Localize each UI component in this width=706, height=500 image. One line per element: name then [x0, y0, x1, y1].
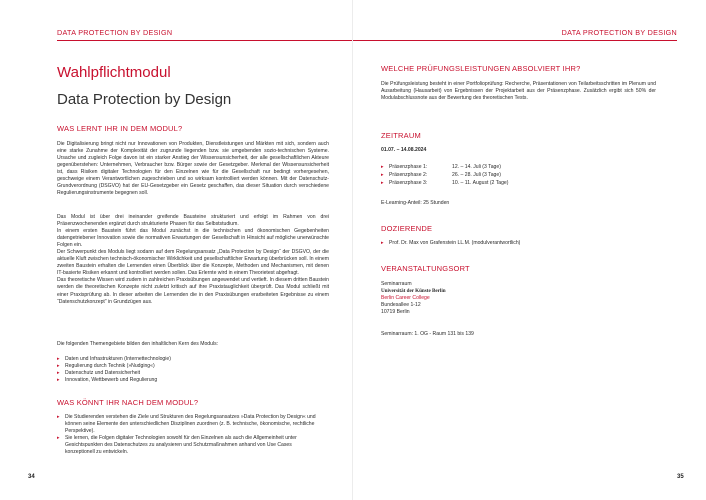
outcomes-list [57, 414, 322, 456]
venue-college: Berlin Career College [381, 295, 430, 302]
list-item: ▸ Regulierung durch Technik (»Nudging«) [57, 363, 329, 370]
structure-line: Das Modul ist über drei ineinander greifende Bausteine strukturiert und erfolgt im Rahmen von drei Präsenzwochenenden ergänzt durch strukturierte Phasen für das Selbststudium. [57, 214, 329, 228]
structure-line: Das theoretische Wissen wird zudem in zahlreichen Praxisübungen angewendet und vertieft. In diesem dritten Baustein werden die theoretischen Konzepte nicht zuletzt kritisch auf ihre Praxistauglichkeit überprüft. Das Modul schließt mit einer Praxisprüfung ab. In dieser arbeiten die Lernenden die in den Praxisübungen erarbeiteten Ergebnisse zu einem “Datenschutzkonzept” in Grundzügen aus. [57, 277, 329, 305]
running-header: DATA PROTECTION BY DESIGN [561, 28, 677, 37]
elearning-share: E-Learning-Anteil: 25 Stunden [381, 200, 450, 206]
module-title: Data Protection by Design [57, 91, 232, 108]
venue-room: Seminarraum: 1. OG - Raum 131 bis 139 [381, 331, 474, 337]
venue-university: Universität der Künste Berlin [381, 288, 446, 295]
bullet-arrow-icon: ▸ [381, 172, 384, 178]
phase-name: Präsenzphase 2: [389, 172, 428, 178]
section-heading-can: WAS KÖNNT IHR NACH DEM MODUL? [57, 398, 199, 407]
list-item: ▸ Die Studierenden verstehen die Ziele und Strukturen des Regelungsansatzes »Data Protection by Design« und können seine Elemente den unterschiedlichen Disziplinen zuordnen (z. B. technische, ökonomische, rechtliche Perspektive). [57, 414, 322, 435]
section-heading-period: ZEITRAUM [381, 131, 421, 140]
topics-intro-text: Die folgenden Themengebiete bilden den inhaltlichen Kern des Moduls: [57, 341, 219, 347]
venue-block [381, 281, 601, 316]
phase-table [381, 163, 508, 187]
structure-line: In einem ersten Baustein führt das Modul zunächst in die technischen und ökonomischen Gegebenheiten datengetriebener Innovation sowie die normativen Erwartungen der Gesellschaft in Hinsicht auf mögliche unerwünschte Folgen ein. [57, 228, 329, 249]
module-type-title: Wahlpflichtmodul [57, 64, 171, 81]
header-rule [353, 40, 677, 41]
section-heading-learn: WAS LERNT IHR IN DEM MODUL? [57, 124, 183, 133]
exam-text: Die Prüfungsleistung besteht in einer Portfolioprüfung: Recherche, Präsentationen von Teilarbeitsschritten im Plenum und Ausarbeitung (Hausarbeit) von Ergebnissen der Projektarbeit aus der Präsenzphase. Zusätzlich ergibt sich 50% der Modulabschlussnote aus der Bewertung des theoretischen Tests. [381, 81, 656, 102]
page-number-left: 34 [28, 474, 35, 480]
period-range: 01.07. – 14.08.2024 [381, 147, 427, 153]
section-heading-exam: WELCHE PRÜFUNGSLEISTUNGEN ABSOLVIERT IHR? [381, 64, 581, 73]
exam-paragraph [381, 81, 656, 102]
venue-label: Seminarraum [381, 281, 412, 287]
list-item: ▸ Daten und Infrastrukturen (Internettechnologie) [57, 356, 329, 363]
list-item: ▸ Datenschutz und Datensicherheit [57, 370, 329, 377]
lecturer-list [381, 240, 656, 247]
topics-intro [57, 341, 329, 348]
table-row [381, 179, 508, 187]
phase-dates: 26. – 28. Juli (3 Tage) [452, 172, 501, 178]
list-item: ▸ Prof. Dr. Max von Grafenstein LL.M. (modulverantwortlich) [381, 240, 656, 247]
topics-list [57, 356, 329, 384]
list-item: ▸ Innovation, Wettbewerb und Regulierung [57, 377, 329, 384]
phase-dates: 10. – 11. August (2 Tage) [452, 180, 509, 186]
header-rule [57, 40, 353, 41]
bullet-arrow-icon: ▸ [381, 164, 384, 170]
right-page [353, 0, 706, 500]
section-heading-lecturers: DOZIERENDE [381, 224, 433, 233]
table-row [381, 171, 508, 179]
phase-name: Präsenzphase 1: [389, 164, 428, 170]
list-item: ▸ Sie lernen, die Folgen digitaler Technologien sowohl für den Einzelnen als auch die Allgemeinheit unter Gesichtspunkten des Datenschutzes zu analysieren und Schutzmaßnahmen anhand von Use Cases konzeptionell zu entwickeln. [57, 435, 322, 456]
intro-text: Die Digitalisierung bringt nicht nur Innovationen von Produkten, Dienstleistungen und Märkten mit sich, sondern auch eine starke Zunahme der Komplexität der zugrunde liegenden bzw. sie umgebenden sozio-technischen Systeme. Ursache und zugleich Folge davon ist ein starker Anstieg der Wissensunsicherheit, der alle gesellschaftlichen Akteure gegenüberstehen: Unternehmen, Verbraucher bzw. Bürger sowie der Gesetzgeber. Merkmal der Wissensunsicherheit ist, dass Risiken digitaler Technologien für den Einzelnen wie für die Gesellschaft nur bedingt vorhergesehen, geschweige einem Verantwortlichen zugeschrieben und so wirksam kontrolliert werden können. Mit der Datenschutz-Grundverordnung (DSGVO) hat der EU-Gesetzgeber ein Gesetz geschaffen, das dieser Situation durch verschiedene Regulierungsinstrumente begegnen soll. [57, 141, 329, 197]
phase-dates: 12. – 14. Juli (3 Tage) [452, 164, 501, 170]
venue-street: Bundesallee 1-12 [381, 302, 421, 309]
venue-city: 10719 Berlin [381, 309, 410, 316]
phase-name: Präsenzphase 3: [389, 180, 428, 186]
structure-paragraph [57, 214, 329, 306]
intro-paragraph [57, 141, 329, 197]
table-row [381, 163, 508, 171]
page-number-right: 35 [677, 474, 684, 480]
running-header: DATA PROTECTION BY DESIGN [57, 28, 173, 37]
bullet-arrow-icon: ▸ [381, 180, 384, 186]
structure-line: Der Schwerpunkt des Moduls liegt sodann auf dem Regelungsansatz „Data Protection by Design“ der DSGVO, der die aktuelle Kluft zwischen technisch-ökonomischer Wirklichkeit und gesellschaftlicher Erwartung überbrücken soll. In einem zweiten Baustein erhalten die Lernenden einen Überblick über die Konzepte, Methoden und Mechanismen, mit denen IT-basierte Risiken erkannt und kontrolliert werden sollen. Das Erlernte wird in einem Theorietest abgefragt. [57, 249, 329, 277]
section-heading-venue: VERANSTALTUNGSORT [381, 264, 470, 273]
